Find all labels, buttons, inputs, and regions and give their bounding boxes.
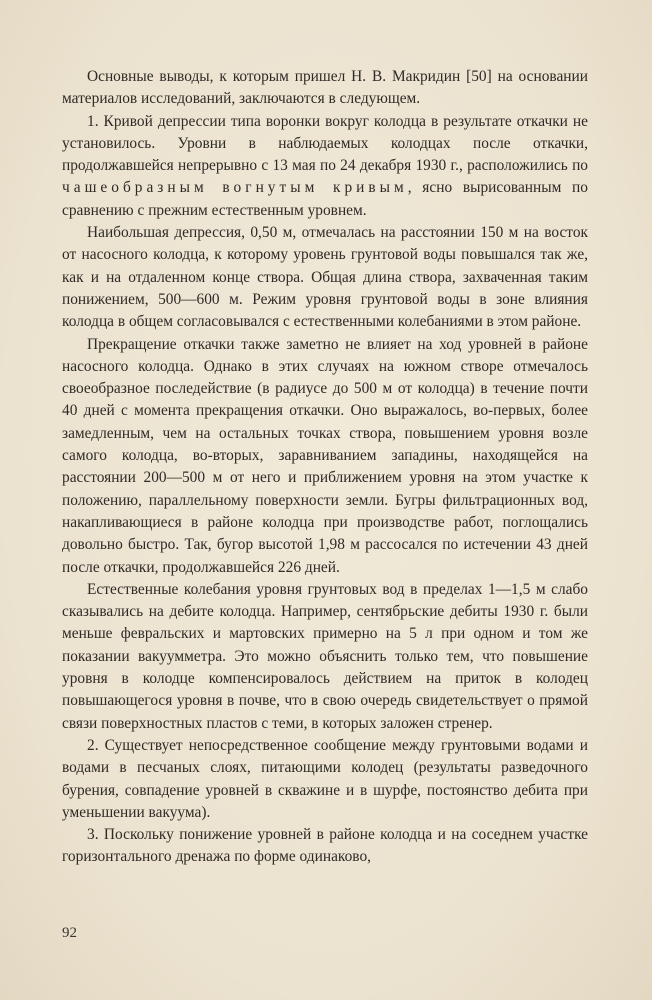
paragraph: [62, 111, 588, 222]
body-text: [62, 66, 588, 869]
page-number: 92: [62, 925, 77, 941]
paragraph: [62, 334, 588, 579]
paragraph-text: , ясно вырисованным по сравнению с прежним естественным уровнем.: [62, 179, 588, 219]
paragraph-text: Наибольшая депрессия, 0,50 м, отмечалась на расстоянии 150 м на восток от насосного колодца, к которому уровень грунтовой воды повышался так же, как и на отдаленном конце створа. Общая длина створа, захваченная таким понижением, 500—600 м. Режим уровня грунтовой воды в зоне влияния колодца в общем согласовывался с естественными колебаниями в этом районе.: [62, 224, 588, 331]
paragraph: [62, 824, 588, 869]
paragraph: [62, 579, 588, 735]
paragraph: [62, 222, 588, 333]
paragraph: [62, 66, 588, 111]
paragraph-text: 1. Кривой депрессии типа воронки вокруг колодца в результате откачки не установилось. Уровни в наблюдаемых колодцах после откачки, продолжавшейся непрерывно с 13 мая по 24 декабря 1930 г., расположились по: [62, 112, 588, 175]
paragraph-text: Естественные колебания уровня грунтовых вод в пределах 1—1,5 м слабо сказывались на дебите колодца. Например, сентябрьские дебиты 1930 г. были меньше февральских и мартовских примерно на 5 л при одном и том же показании вакуумметра. Это можно объяснить только тем, что повышение уровня в колодце компенсировалось действием на приток в колодец повышающегося уровня в почве, что в свою очередь свидетельствует о прямой связи поверхностных пластов с теми, в которых заложен стренер.: [62, 580, 588, 732]
paragraph-text: Основные выводы, к которым пришел Н. В. Макридин [50] на основании материалов исследований, заключаются в следующем.: [62, 68, 588, 108]
paragraph-text: 3. Поскольку понижение уровней в районе колодца и на соседнем участке горизонтального дренажа по форме одинаково,: [62, 826, 588, 866]
paragraph-text: 2. Существует непосредственное сообщение между грунтовыми водами и водами в песчаных слоях, питающими колодец (результаты разведочного бурения, совпадение уровней в скважине и в шурфе, постоянство дебита при уменьшении вакуума).: [62, 736, 588, 821]
paragraph: [62, 735, 588, 824]
spaced-emphasis: чашеобразным вогнутым кривым: [62, 179, 408, 197]
paragraph-text: Прекращение откачки также заметно не влияет на ход уровней в районе насосного колодца. Однако в этих случаях на южном створе отмечалось своеобразное последействие (в радиусе до 500 м от колодца) в течение почти 40 дней с момента прекращения откачки. Оно выражалось, во-первых, более замедленным, чем на остальных точках створа, повышением уровня возле самого колодца, во-вторых, заравниванием западины, находящейся на расстоянии 200—500 м от него и приближением уровня на этом участке к положению, параллельному поверхности земли. Бугры фильтрационных вод, накапливающиеся в районе колодца при производстве работ, поглощались довольно быстро. Так, бугор высотой 1,98 м рассосался по истечении 43 дней после откачки, продолжавшейся 226 дней.: [62, 335, 588, 576]
